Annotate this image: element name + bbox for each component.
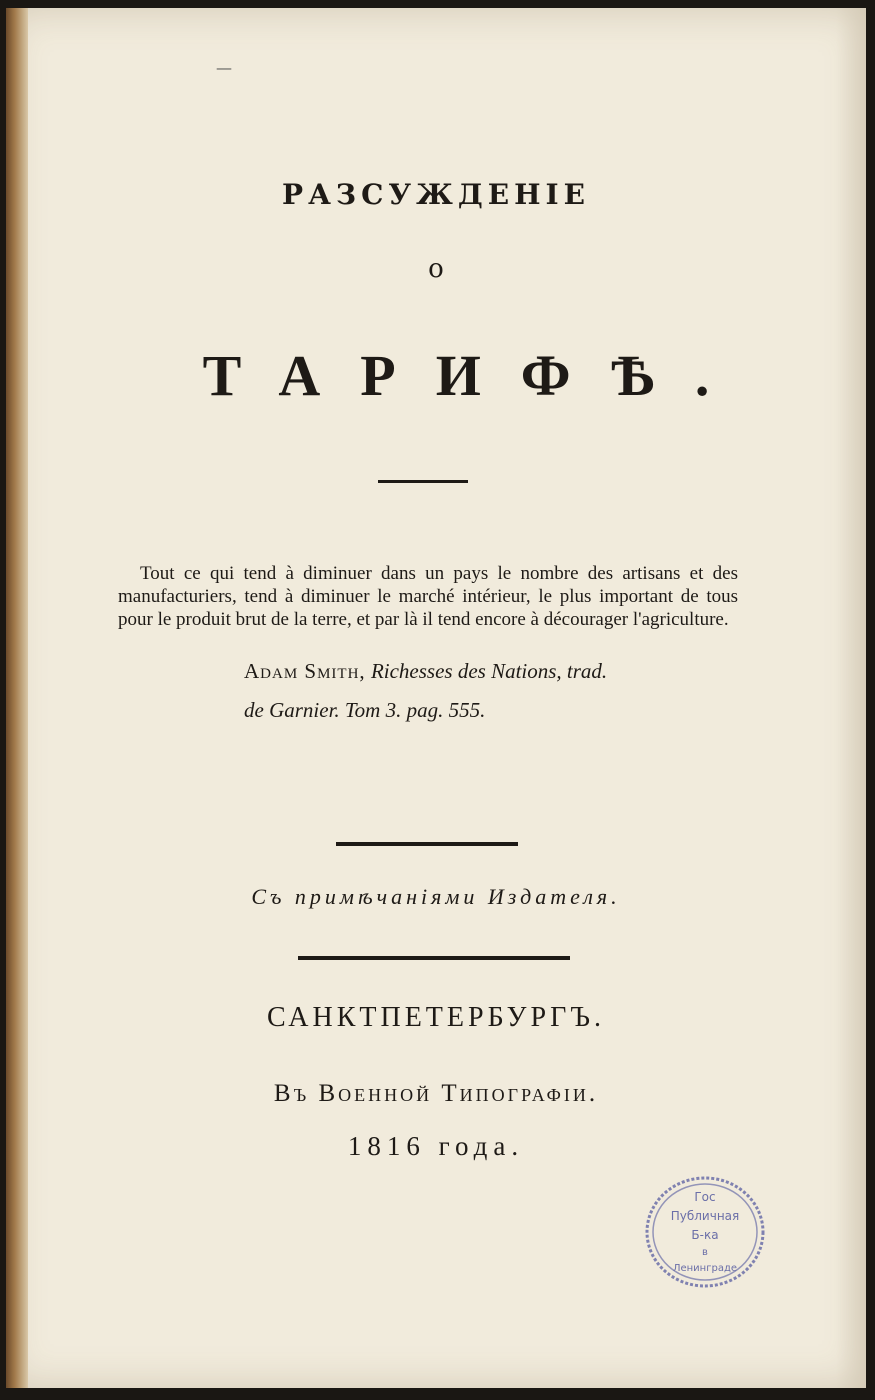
title-line-2: о (428, 254, 444, 284)
stamp-line-3: Б-ка (691, 1228, 719, 1242)
year-line: 1816 года. (347, 1131, 525, 1161)
stamp-line-4: в (702, 1247, 708, 1258)
library-stamp (643, 1173, 767, 1291)
attribution-author: Adam Smith, (244, 659, 366, 683)
page-edge-shadow (836, 8, 866, 1388)
title-page (6, 8, 866, 1388)
title-line-1: РАЗСУЖДЕНІЕ (282, 178, 590, 211)
ornamental-rule-2 (298, 956, 570, 960)
stamp-line-1: Гос (694, 1190, 716, 1204)
title-line-3: ТАРИФѢ. (202, 343, 750, 408)
city-line: САНКТПЕТЕРБУРГЪ. (266, 1002, 606, 1033)
stamp-line-5: Ленинграде (672, 1263, 738, 1274)
press-line: Въ Военной Типографіи. (273, 1080, 599, 1107)
editor-notes-line: Съ примѣчаніями Издателя. (251, 884, 621, 909)
binding-spine (6, 8, 28, 1388)
attribution-work: Richesses des Nations, trad. (370, 659, 608, 683)
ornamental-rule-1 (336, 842, 518, 846)
attribution-line-1 (244, 659, 607, 684)
epigraph (118, 562, 738, 631)
title-rule (378, 480, 468, 483)
pencil-mark: — (216, 58, 232, 77)
epigraph-text: Tout ce qui tend à diminuer dans un pays le nombre des artisans et des manufacturiers, tend à diminuer le marché intérieur, le plus important de tous pour le produit brut de la terre, et par là il tend encore à décourager l'agriculture. (118, 563, 738, 630)
stamp-line-2: Публичная (670, 1209, 740, 1223)
attribution-detail: de Garnier. Tom 3. pag. 555. (244, 698, 486, 722)
